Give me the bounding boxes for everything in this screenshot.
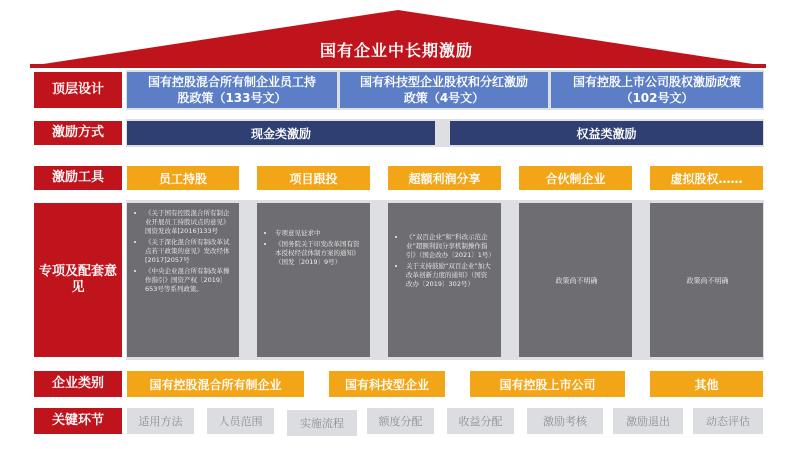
step-income-distribution: 收益分配 — [447, 408, 514, 434]
opinion-item: • 《关于国有控股混合所有制企业开展员工持股试点的意见》国资发改革[2016]133号 — [145, 209, 231, 236]
policy-4-line2: 政策（4号文） — [403, 91, 485, 105]
tool-project-coinvest: 项目跟投 — [257, 166, 370, 190]
step-quota-allocation: 额度分配 — [367, 408, 434, 434]
row-label-incentive-tools: 激励工具 — [34, 166, 122, 190]
opinion-box-virtual-equity: 政策尚不明确 — [650, 203, 763, 357]
method-equity: 权益类激励 — [450, 121, 763, 145]
opinion-item: • 专项意见征求中 — [275, 229, 362, 238]
opinion-box-employee-stock — [127, 203, 239, 357]
opinion-item: • 关于支持鼓励“双百企业”加大改革创新力度的通知》（国资改办〔2019〕302号） — [406, 262, 493, 289]
tool-virtual-equity: 虚拟股权…… — [650, 166, 763, 190]
policy-box-102 — [551, 72, 763, 108]
row-label-special-opinions: 专项及配套意见 — [34, 203, 122, 357]
tool-excess-profit-sharing: 超额利润分享 — [388, 166, 501, 190]
row-label-top-design: 顶层设计 — [34, 72, 122, 108]
row-label-key-links: 关键环节 — [34, 408, 122, 434]
method-cash: 现金类激励 — [127, 121, 435, 145]
category-tech-enterprise: 国有科技型企业 — [329, 371, 445, 397]
opinion-box-partnership: 政策尚不明确 — [519, 203, 632, 357]
policy-102-line1: 国有控股上市公司股权激励政策 — [572, 75, 741, 89]
policy-box-133 — [127, 72, 337, 108]
step-incentive-exit: 激励退出 — [613, 408, 683, 434]
policy-102-line2: （102号文） — [620, 91, 694, 105]
category-listed-company: 国有控股上市公司 — [470, 371, 625, 397]
tool-partnership: 合伙制企业 — [519, 166, 632, 190]
step-personnel-scope: 人员范围 — [207, 408, 274, 434]
category-other: 其他 — [650, 371, 763, 397]
tool-employee-stock: 员工持股 — [127, 166, 239, 190]
step-applicable-method: 适用方法 — [127, 408, 194, 434]
policy-133-line2: 股政策（133号文） — [177, 91, 287, 105]
opinion-box-excess-profit — [388, 203, 501, 357]
step-incentive-assessment: 激励考核 — [527, 408, 603, 434]
diagram-title: 国有企业中长期激励 — [319, 41, 473, 60]
opinion-item: • 《关于深化混合所有制改革试点若干政策的意见》发改经体[2017]2057号 — [145, 238, 231, 265]
policy-box-4 — [340, 72, 548, 108]
step-dynamic-evaluation: 动态评估 — [693, 408, 763, 434]
category-mixed-ownership: 国有控股混合所有制企业 — [127, 371, 304, 397]
row-label-incentive-method: 激励方式 — [34, 121, 122, 145]
step-implementation-process: 实施流程 — [287, 410, 357, 436]
policy-133-line1: 国有控股混合所有制企业员工持 — [147, 75, 316, 89]
policy-4-line1: 国有科技型企业股权和分红激励 — [359, 75, 528, 89]
opinion-box-project-coinvest — [257, 203, 370, 357]
opinion-item: • 《“双百企业”和“科改示范企业”超额利润分享机制操作指引》（国企改办〔2021〕1号） — [406, 233, 493, 260]
row-label-enterprise-type: 企业类别 — [34, 371, 122, 397]
opinion-item: • 《国务院关于印发改革国有资本授权经营体制方案的通知》（国发〔2019〕9号） — [275, 240, 362, 267]
opinion-item: • 《中央企业混合所有制改革操作指引》国资产权〔2019〕653号等系列政策。 — [145, 267, 231, 294]
